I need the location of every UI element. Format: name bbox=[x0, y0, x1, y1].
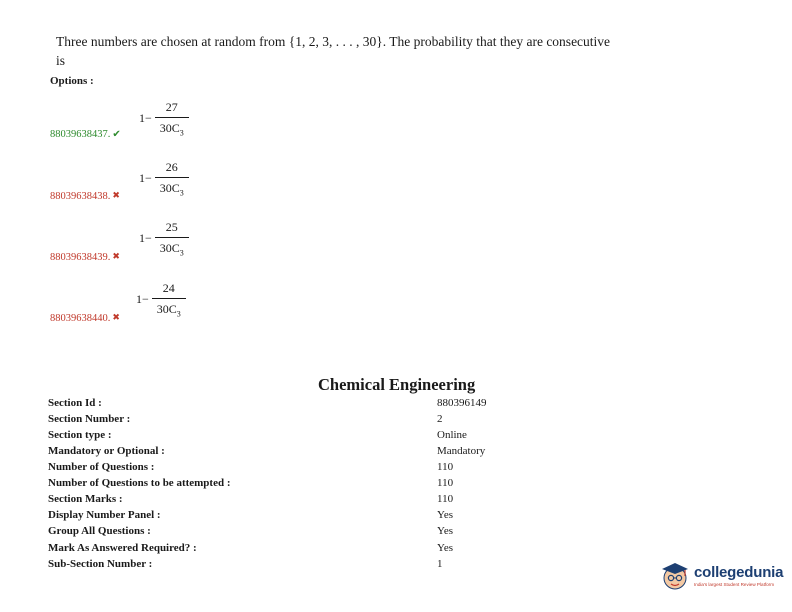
logo-name: collegedunia bbox=[694, 563, 784, 581]
display-number-panel-value: Yes bbox=[437, 509, 454, 521]
logo-tagline: India's largest Student Review Platform bbox=[694, 581, 775, 587]
section-number-label: Section Number : bbox=[48, 413, 131, 425]
mark-as-answered-label: Mark As Answered Required? : bbox=[48, 542, 197, 554]
questions-attempted-value: 110 bbox=[437, 477, 454, 489]
section-marks-value: 110 bbox=[437, 493, 454, 505]
option-1-denominator: $30C_3$ bbox=[159, 121, 184, 138]
options-label: Options : bbox=[50, 75, 94, 87]
option-4-id: 88039638440. ✖ bbox=[50, 312, 120, 324]
option-3-expression bbox=[139, 220, 189, 257]
cross-icon: ✖ bbox=[112, 312, 120, 322]
section-title: Chemical Engineering bbox=[318, 375, 476, 394]
section-id-value: 880396149 bbox=[437, 397, 487, 409]
check-icon: ✔ bbox=[112, 129, 121, 140]
section-number-value: 2 bbox=[437, 413, 443, 425]
sub-section-number-label: Sub-Section Number : bbox=[48, 558, 153, 570]
mark-as-answered-value: Yes bbox=[437, 542, 454, 554]
option-1-id: 88039638437. ✔ bbox=[50, 129, 121, 140]
group-all-questions-label: Group All Questions : bbox=[48, 525, 151, 537]
section-id-label: Section Id : bbox=[48, 397, 102, 409]
option-1-expression bbox=[139, 100, 189, 137]
sub-section-number-value: 1 bbox=[437, 558, 443, 570]
cross-icon: ✖ bbox=[112, 190, 120, 200]
section-type-label: Section type : bbox=[48, 429, 112, 441]
graduate-face-icon bbox=[658, 559, 692, 593]
mandatory-value: Mandatory bbox=[437, 445, 486, 457]
option-2-id: 88039638438. ✖ bbox=[50, 190, 120, 202]
number-of-questions-value: 110 bbox=[437, 461, 454, 473]
section-type-value: Online bbox=[437, 429, 467, 441]
number-of-questions-label: Number of Questions : bbox=[48, 461, 155, 473]
option-4-numerator: 24 bbox=[152, 281, 186, 299]
option-4-fraction bbox=[152, 281, 186, 318]
option-2-expression bbox=[139, 160, 189, 197]
option-1-fraction bbox=[155, 100, 189, 137]
option-3-fraction bbox=[155, 220, 189, 257]
display-number-panel-label: Display Number Panel : bbox=[48, 509, 161, 521]
option-2-numerator: 26 bbox=[155, 160, 189, 178]
option-3-denominator: $30C_3$ bbox=[159, 241, 184, 258]
option-4-denominator: $30C_3$ bbox=[156, 302, 181, 319]
option-3-numerator: 25 bbox=[155, 220, 189, 238]
option-2-one-minus: 1− bbox=[139, 171, 152, 186]
collegedunia-logo[interactable] bbox=[658, 555, 788, 597]
option-4-one-minus: 1− bbox=[136, 292, 149, 307]
section-marks-label: Section Marks : bbox=[48, 493, 123, 505]
option-2-fraction bbox=[155, 160, 189, 197]
questions-attempted-label: Number of Questions to be attempted : bbox=[48, 477, 231, 489]
option-4-expression bbox=[136, 281, 186, 318]
option-1-one-minus: 1− bbox=[139, 111, 152, 126]
option-1-numerator: 27 bbox=[155, 100, 189, 118]
group-all-questions-value: Yes bbox=[437, 525, 454, 537]
option-2-denominator: $30C_3$ bbox=[159, 181, 184, 198]
cross-icon: ✖ bbox=[112, 251, 120, 261]
question-text: Three numbers are chosen at random from {1, 2, 3, . . . , 30}. The probability that they are consecutive is bbox=[56, 34, 611, 68]
mandatory-label: Mandatory or Optional : bbox=[48, 445, 165, 457]
option-3-one-minus: 1− bbox=[139, 231, 152, 246]
option-3-id: 88039638439. ✖ bbox=[50, 251, 120, 263]
